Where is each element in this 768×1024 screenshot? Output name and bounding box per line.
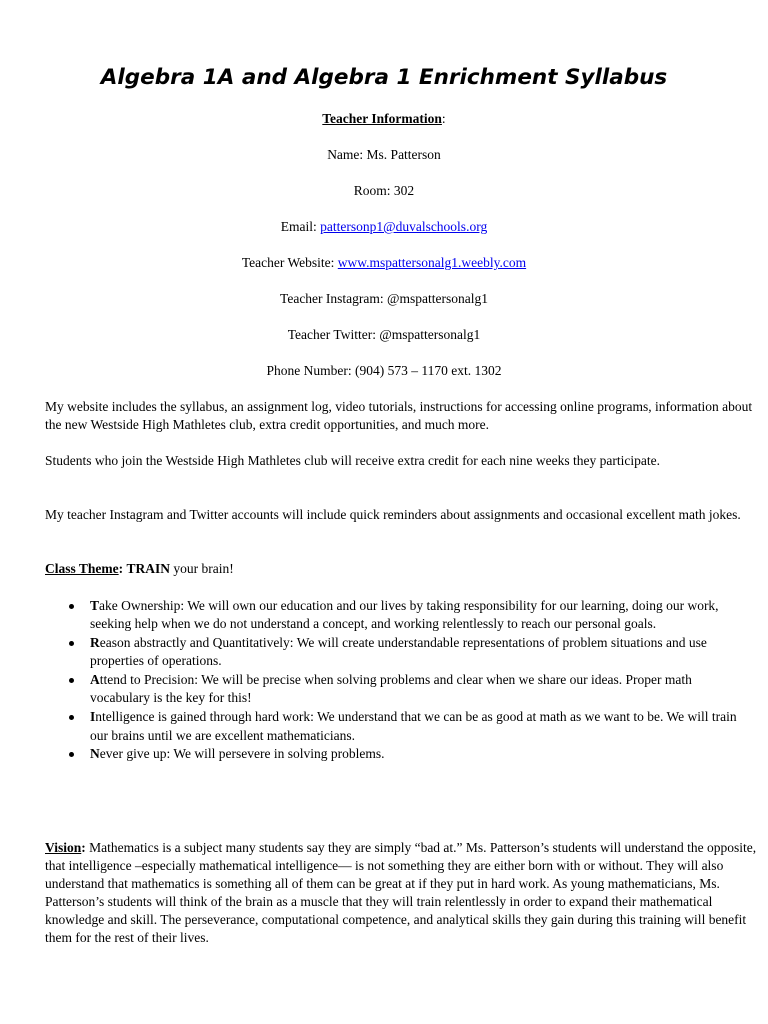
website-info-paragraph: My website includes the syllabus, an assignment log, video tutorials, instructions for accessing online programs, information about the new Westside High Mathletes club, extra credit opportunities, and much more. <box>45 399 753 432</box>
teacher-info-heading-colon: : <box>441 111 446 126</box>
vision-label: Vision <box>45 840 82 855</box>
bullet-text: ake Ownership: We will own our education and our lives by taking responsibility for our learning, doing our work, seeking help when we do not understand a concept, and working relentlessly to reach our personal goals. <box>90 598 719 632</box>
bullet-dot-icon <box>69 678 74 683</box>
teacher-website-line <box>0 254 768 272</box>
vision-text: Mathematics is a subject many students say they are simply “bad at.” Ms. Patterson’s students will understand the opposite, that intelligence –especially mathematical intelligence— is not something they are either born with or without. They will also understand that mathematics is something all of them can be great at if they put in hard work. As young mathematicians, Ms. Patterson’s students will think of the brain as a muscle that they will train relentlessly in order to expand their mathematical knowledge and skill. The perseverance, computational competence, and analytical skills they gain during this training will benefit them for the rest of their lives. <box>45 840 757 945</box>
bullet-text: eason abstractly and Quantitatively: We will create understandable representations of problem situations and use properties of operations. <box>90 635 707 669</box>
email-label: Email: <box>280 219 321 234</box>
bullet-dot-icon <box>69 752 74 757</box>
class-theme-rest: your brain! <box>170 561 234 576</box>
train-bullet-list <box>45 597 745 764</box>
list-item <box>45 745 745 763</box>
teacher-email-line <box>0 218 768 236</box>
mathletes-paragraph: Students who join the Westside High Mathletes club will receive extra credit for each nine weeks they participate. <box>45 453 660 468</box>
bullet-text: ttend to Precision: We will be precise when solving problems and clear when we share our ideas. Proper math vocabulary is the key for this! <box>90 672 692 706</box>
class-theme-line <box>45 560 757 578</box>
bullet-initial: T <box>90 598 100 613</box>
email-link[interactable]: pattersonp1@duvalschools.org <box>320 219 488 234</box>
social-paragraph: My teacher Instagram and Twitter accounts will include quick reminders about assignments and occasional excellent math jokes. <box>45 507 741 522</box>
teacher-info-heading: Teacher Information <box>322 111 442 126</box>
document-title: Algebra 1A and Algebra 1 Enrichment Syllabus <box>100 65 668 90</box>
class-theme-bold-word: TRAIN <box>126 561 171 576</box>
class-theme-label: Class Theme <box>45 561 119 576</box>
website-label: Teacher Website: <box>241 255 338 270</box>
teacher-room: Room: 302 <box>353 183 415 198</box>
bullet-text: ntelligence is gained through hard work: We understand that we can be as good at math as we want to be. We will train our brains until we are excellent mathematicians. <box>90 709 737 743</box>
list-item <box>45 708 745 745</box>
website-link[interactable]: www.mspattersonalg1.weebly.com <box>337 255 527 270</box>
bullet-initial: I <box>90 709 96 725</box>
vision-paragraph <box>45 839 757 947</box>
bullet-initial: N <box>90 746 100 762</box>
teacher-info-heading-line <box>0 110 768 128</box>
teacher-phone: Phone Number: (904) 573 – 1170 ext. 1302 <box>266 363 502 378</box>
bullet-initial: R <box>90 635 100 651</box>
list-item <box>45 634 745 671</box>
teacher-twitter: Teacher Twitter: @mspattersonalg1 <box>287 327 481 342</box>
class-theme-colon: : <box>118 561 124 576</box>
teacher-instagram: Teacher Instagram: @mspattersonalg1 <box>280 291 488 306</box>
teacher-name: Name: Ms. Patterson <box>327 147 441 162</box>
vision-colon: : <box>81 840 86 855</box>
bullet-dot-icon <box>69 715 74 720</box>
list-item <box>45 671 745 708</box>
list-item <box>45 597 745 634</box>
bullet-text: ever give up: We will persevere in solving problems. <box>99 746 385 762</box>
bullet-initial: A <box>90 672 100 688</box>
bullet-dot-icon <box>69 641 74 646</box>
bullet-dot-icon <box>69 604 74 609</box>
